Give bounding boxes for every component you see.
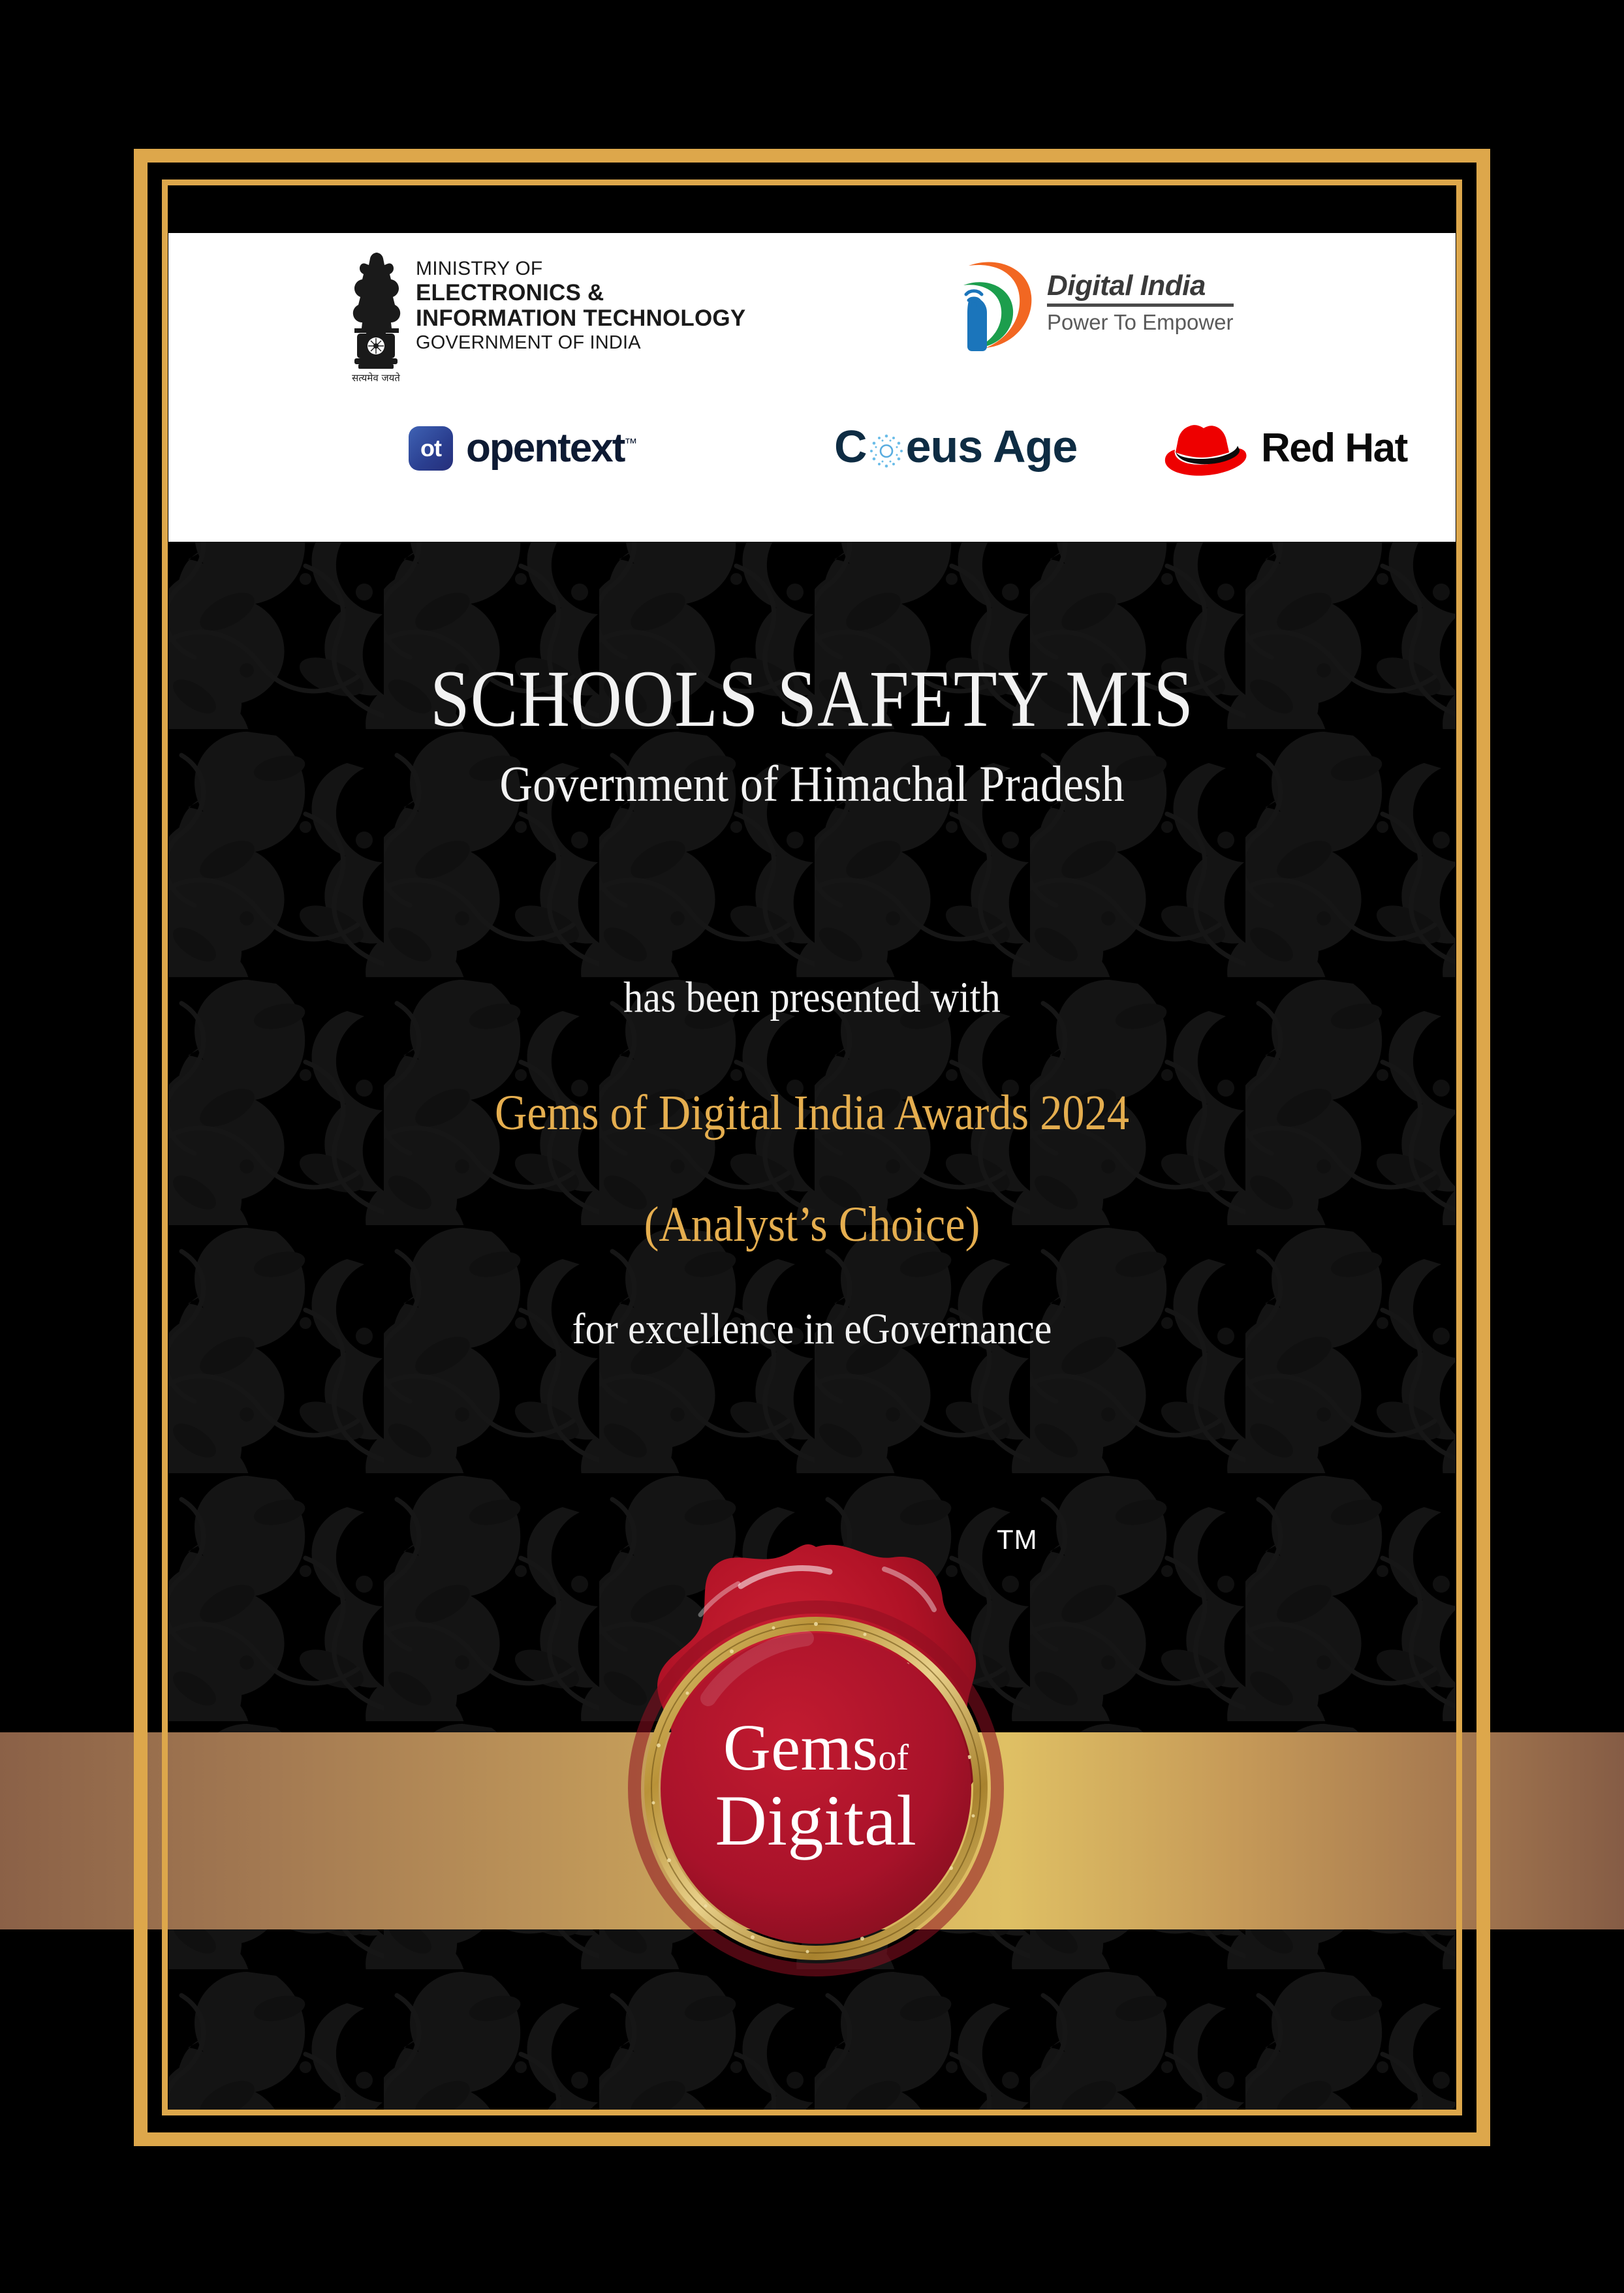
- opentext-logo-icon: [409, 426, 637, 471]
- coeus-age-name-before: C: [834, 421, 867, 472]
- ministry-line-4: GOVERNMENT OF INDIA: [416, 332, 641, 353]
- seal-line-2: Digital: [715, 1781, 917, 1860]
- digital-india-name: Digital India: [1047, 272, 1234, 307]
- award-category: (Analyst’s Choice): [644, 1197, 980, 1253]
- ministry-line-1: MINISTRY OF: [416, 258, 543, 279]
- seal-word-of: of: [878, 1738, 909, 1778]
- digital-india-tagline: Power To Empower: [1047, 310, 1234, 334]
- opentext-badge-text: ot: [420, 435, 441, 461]
- coeus-age-wordmark: [834, 421, 1078, 472]
- opentext-wordmark: [466, 428, 637, 469]
- seal-word-gems: Gems: [723, 1711, 879, 1784]
- coeus-age-ring-icon: [867, 431, 905, 469]
- coeus-age-name-after: eus Age: [905, 421, 1078, 472]
- award-name: Gems of Digital India Awards 2024: [494, 1085, 1130, 1141]
- svg-text:सत्यमेव जयते: सत्यमेव जयते: [352, 372, 400, 384]
- digital-india-lockup: [952, 253, 1234, 352]
- award-purpose: for excellence in eGovernance: [572, 1305, 1052, 1354]
- ministry-lockup: [348, 249, 745, 386]
- ministry-line-2: ELECTRONICS &: [416, 279, 604, 305]
- trademark-symbol: TM: [997, 1524, 1038, 1555]
- certificate-body: [168, 542, 1456, 1354]
- recipient-organization: Government of Himachal Pradesh: [499, 755, 1125, 813]
- wax-seal-icon: [578, 1529, 1054, 2051]
- government-logo-row: [168, 233, 1456, 401]
- recipient-title: SCHOOLS SAFETY MIS: [430, 654, 1194, 743]
- ashoka-emblem-icon: [348, 249, 404, 386]
- partner-logo-row: [168, 401, 1456, 542]
- sponsor-logo-band: [168, 233, 1456, 542]
- red-hat-fedora-icon: [1162, 421, 1247, 476]
- ministry-line-3: INFORMATION TECHNOLOGY: [416, 305, 746, 332]
- digital-india-swoosh-icon: [952, 253, 1038, 352]
- presented-with-line: has been presented with: [623, 973, 1001, 1022]
- coeus-age-logo-icon: [834, 421, 1078, 472]
- opentext-name: opentext: [466, 426, 625, 471]
- red-hat-logo-icon: [1162, 421, 1407, 476]
- red-hat-wordmark: Red Hat: [1261, 426, 1407, 471]
- opentext-badge: [409, 426, 453, 471]
- opentext-trademark: ™: [624, 436, 638, 451]
